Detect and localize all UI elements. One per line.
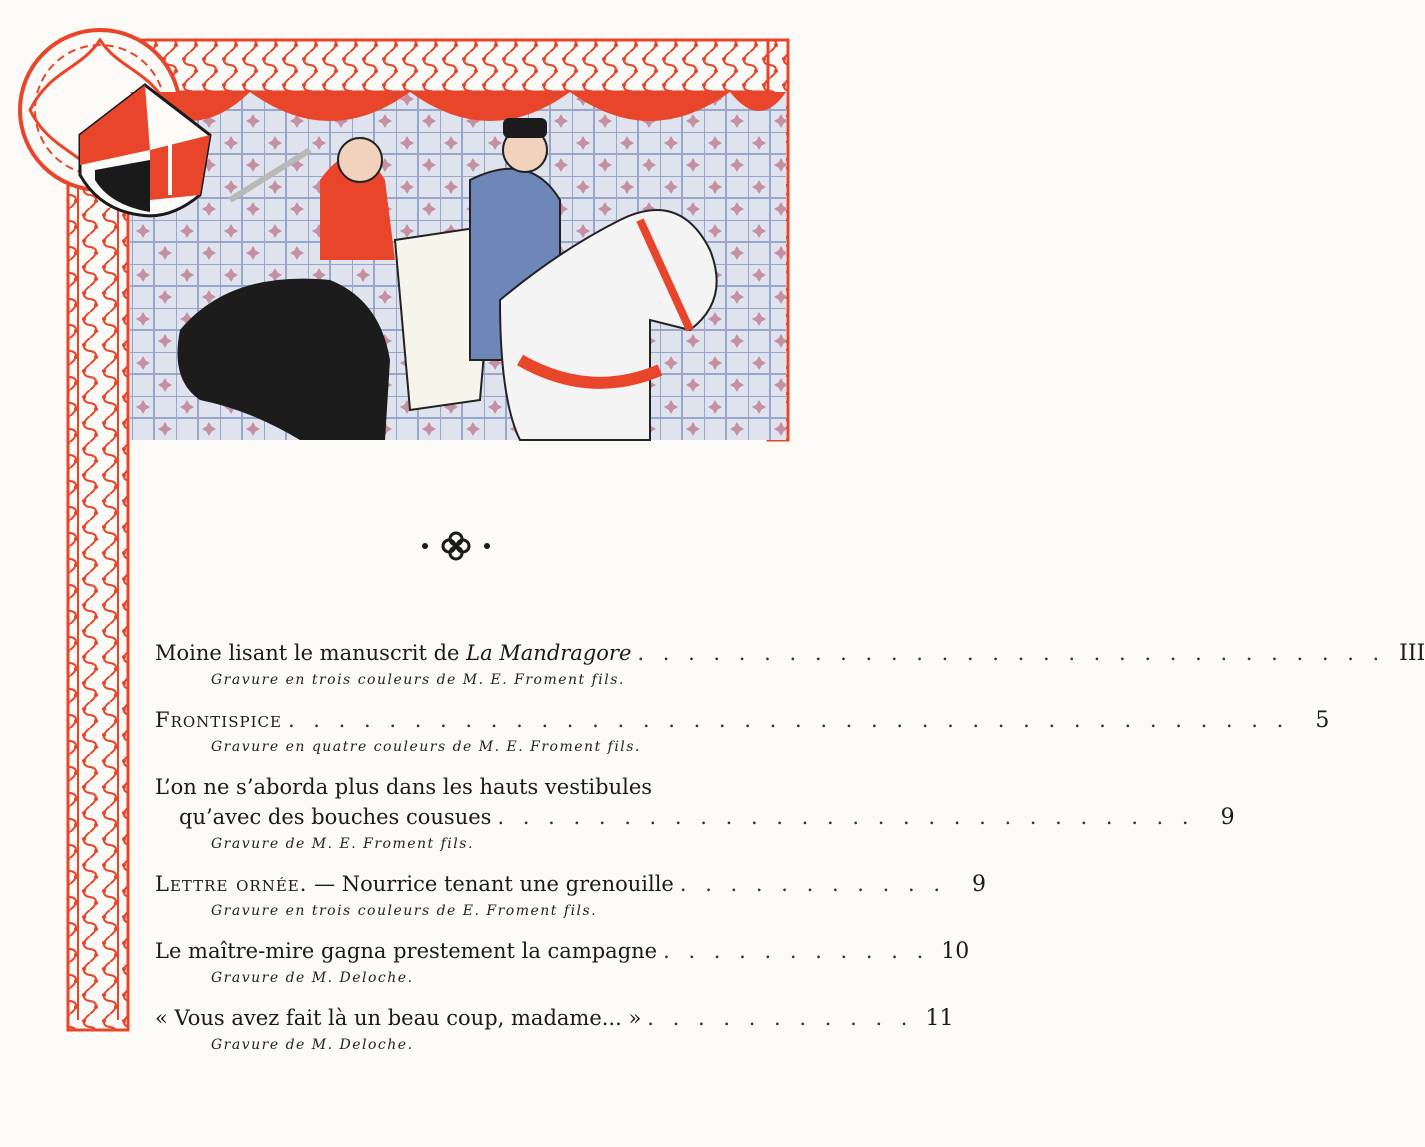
table-of-illustrations [155,638,1425,1070]
page-number: 9 [972,872,987,897]
entry-credit: Gravure en quatre couleurs de M. E. Froment fils. [211,739,641,755]
leader-dots: . . . . . . . . . . . . . . . . . . . . . . . . . . . . [497,805,1195,829]
quatrefoil-ornament-icon [415,530,497,562]
entry-title: Frontispice [155,708,282,732]
leader-dots: . . . . . . . . . . . . . . . . . . . . . . . . . . . . . . . . . . . . . . . . [287,708,1290,732]
page-number: 10 [941,939,970,964]
list-item [155,936,970,989]
entry-title: — Nourrice tenant une grenouille [307,872,674,896]
entry-title-italic: La Mandragore [466,641,632,665]
page-number: 11 [925,1006,954,1031]
illustration [130,92,786,440]
entry-credit: Gravure de M. Deloche. [211,970,414,986]
page-number: 9 [1220,805,1235,830]
list-item [155,638,1425,691]
list-item [155,869,987,922]
page-number: III [1399,641,1425,666]
leader-dots: . . . . . . . . . . . [663,939,930,963]
entry-credit: Gravure de M. Deloche. [211,1037,414,1053]
entry-title: Moine lisant le manuscrit de [155,641,467,665]
leader-dots: . . . . . . . . . . . [647,1006,914,1030]
entry-title: « Vous avez fait là un beau coup, madame... » [155,1006,642,1030]
entry-title-small-caps: Lettre ornée. [155,872,308,896]
entry-credit: Gravure en trois couleurs de E. Froment fils. [211,903,598,919]
entry-credit: Gravure de M. E. Froment fils. [211,836,474,852]
page-number: 5 [1315,708,1330,733]
entry-credit: Gravure en trois couleurs de M. E. Froment fils. [211,672,625,688]
leader-dots: . . . . . . . . . . . [679,872,947,896]
list-item [155,705,1330,758]
entry-title-continued: qu’avec des bouches cousues [179,805,492,829]
leader-dots: . . . . . . . . . . . . . . . . . . . . . . . . . . . . . . [637,641,1386,665]
entry-title: Le maître-mire gagna prestement la campagne [155,939,658,963]
list-item [155,772,1235,855]
list-item [155,1003,954,1056]
entry-title: L’on ne s’aborda plus dans les hauts vestibules [155,775,653,799]
